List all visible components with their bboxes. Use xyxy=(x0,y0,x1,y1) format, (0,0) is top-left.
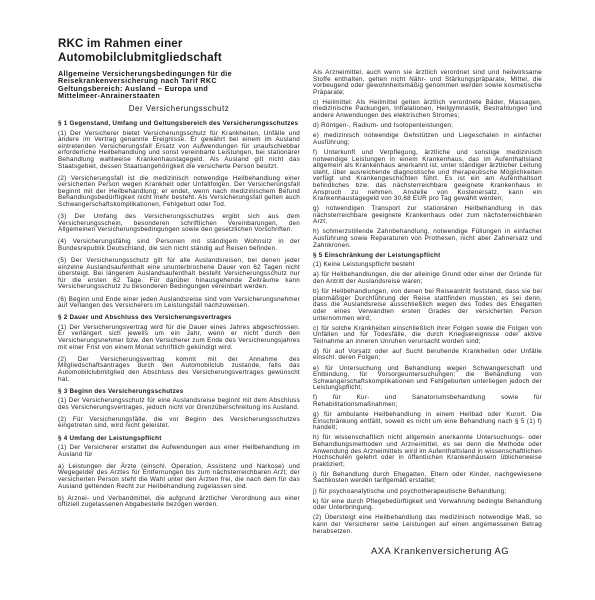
section-4-item-a: a) Leistungen der Ärzte (einschl. Operation, Assistenz und Narkose) und Wegegelder des Arztes für Entfernungen bis zum nächsterreichbaren Arzt; der versicherten Person steht die Wahl unter den Ärzten frei, die nach dem für das Ausland geltenden Recht zur Heilbehandlung zugelassen sind. xyxy=(58,462,300,490)
footer-company-name: AXA Krankenversicherung AG xyxy=(371,545,510,556)
section-4-item-h: h) schmerzstillende Zahnbehandlung, notwendige Füllungen in einfacher Ausführung sowie Reparaturen von Prothesen, nicht aber Zahnersatz und Zahnkronen. xyxy=(313,228,542,249)
section-1-clause-6: (6) Beginn und Ende einer jeden Auslandsreise sind vom Versicherungsnehmer auf Verlangen des Versicherers im Leistungsfall nachzuweisen. xyxy=(58,295,300,310)
section-5-heading: § 5 Einschränkung der Leistungspflicht xyxy=(313,251,441,259)
section-5-item-g: g) für ambulante Heilbehandlung in einem Heilbad oder Kurort. Die Einschränkung entfällt, soweit es nicht um eine Behandlung nach § 5 (1) f) handelt; xyxy=(313,411,542,432)
section-2-clause-1: (1) Der Versicherungsvertrag wird für die Dauer eines Jahres abgeschlossen. Er verlängert sich jeweils um ein Jahr, wenn er nicht durch den Versicherungsnehmer bzw. den Versicherer zum Ende des Versicherungsjahres mit einer Frist von einem Monat schriftlich gekündigt wird. xyxy=(58,323,300,351)
section-1-clause-2: (2) Versicherungsfall ist die medizinisch notwendige Heilbehandlung einer versicherten Person wegen Krankheit oder Unfallfolgen. Der Versicherungsfall beginnt mit der Heilbehandlung; er endet, wenn nach medizinischem Befund Behandlungsbedürftigkeit nicht mehr besteht. Als Versicherungsfall gelten auch Schwangerschaftskomplikationen, Fehlgeburt oder Tod. xyxy=(58,174,300,209)
section-1-clause-4: (4) Versicherungsfähig sind Personen mit ständigem Wohnsitz in der Bundesrepublik Deutschland, die sich nicht ständig auf Reisen befinden. xyxy=(58,238,300,252)
section-3-clause-2: (2) Für Versicherungsfälle, die vor Beginn des Versicherungsschutzes eingetreten sind, wird nicht geleistet. xyxy=(58,415,300,430)
intro-heading: Der Versicherungsschutz xyxy=(128,104,230,113)
section-5-item-a: a) für Heilbehandlungen, die der alleinige Grund oder einer der Gründe für den Antritt der Auslandsreise waren; xyxy=(313,271,542,286)
section-4-item-g: g) notwendigen Transport zur stationären Heilbehandlung in das nächsterreichbare geeignete Krankenhaus oder zum nächsterreichbaren Arzt; xyxy=(313,205,542,226)
subtitle-line-1: Allgemeine Versicherungsbedingungen für die xyxy=(58,69,233,78)
title-line-1: RKC im Rahmen einer xyxy=(58,38,183,50)
section-3-heading: § 3 Beginn des Versicherungsschutzes xyxy=(58,387,184,395)
section-2-heading: § 2 Dauer und Abschluss des Versicherungsvertrages xyxy=(58,314,232,322)
section-4-item-f: f) Unterkunft und Verpflegung, ärztliche und sonstige medizinisch notwendige Leistungen in einem Krankenhaus, das im Aufenthaltsland allgemein als Krankenhaus anerkannt ist, unter ständiger ärztlicher Leitung steht, über ausreichende diagnostische und therapeutische Möglichkeiten verfügt und Krankengeschichten führt. Es ist ein am Aufenthaltsort befindliches bzw. das nächsterreichbare geeignete Krankenhaus in Anspruch zu nehmen. Anstelle von Kostenersatz, kann ein Krankenhaustagegeld von 30,68 EUR pro Tag gewählt werden; xyxy=(313,148,542,203)
section-5-item-h: h) für wissenschaftlich nicht allgemein anerkannte Untersuchungs- oder Behandlungsmethoden und Arzneimittel, es sei denn die Methode oder Anwendung des Arzneimittels wird im Aufenthaltsland in wissenschaftlichen Hochschulen gelehrt oder in öffentlichen Krankenhäusern üblicherweise praktiziert; xyxy=(313,434,542,468)
section-5-item-e: e) für Untersuchung und Behandlung wegen Schwangerschaft und Entbindung, für Vorsorgeuntersuchungen; die Behandlung von Schwangerschaftskomplikationen und Fehlgeburten unterliegen jedoch der Leistungspflicht; xyxy=(313,364,542,392)
subtitle-line-2: Reisekrankenversicherung nach Tarif RKC xyxy=(58,76,217,86)
section-4-item-d: d) Röntgen-, Radium- und Isotopenleistungen; xyxy=(313,122,454,130)
section-5-item-f: f) für Kur- und Sanatoriumsbehandlung sowie für Rehabilitationsmaßnahmen; xyxy=(313,394,542,409)
section-4-item-b-continued: Als Arzneimittel, auch wenn sie ärztlich verordnet sind und heilwirksame Stoffe enthalten, gelten nicht Nähr- und Stärkungspräparate, Mittel, die vorbeugend oder gewohnheitsmäßig genommen werden sowie kosmetische Präparate; xyxy=(313,69,542,96)
section-5-item-c: c) für solche Krankheiten einschließlich ihrer Folgen sowie die Folgen von Unfällen und für Todesfälle, die durch Kriegsereignisse oder aktive Teilnahme an inneren Unruhen verursacht worden sind; xyxy=(313,324,542,345)
section-4-item-c: c) Heilmittel: Als Heilmittel gelten ärztlich verordnete Bäder, Massagen, medizinische Packungen, Inhalationen, Heilgymnastik, Bestrahlungen und andere Anwendungen des elektrischen Stromes; xyxy=(313,98,542,120)
section-4-item-e: e) medizinisch notwendige Gehstützen und Liegeschalen in einfacher Ausführung; xyxy=(313,132,542,146)
title-line-2: Automobilclubmitgliedschaft xyxy=(58,52,222,64)
document-title xyxy=(58,37,303,65)
right-column xyxy=(313,70,542,539)
document-subtitle xyxy=(58,70,303,99)
section-3-clause-1: (1) Der Versicherungsschutz für eine Auslandsreise beginnt mit dem Abschluss des Versicherungsvertrages, jedoch nicht vor Grenzüberschreitung ins Ausland. xyxy=(58,397,300,411)
subtitle-line-3: Geltungsbereich: Ausland – Europa und xyxy=(58,83,209,93)
section-5-clause-1: (1) Keine Leistungspflicht besteht xyxy=(313,261,415,269)
section-4-clause-1: (1) Der Versicherer erstattet die Aufwendungen aus einer Heilbehandlung im Ausland für xyxy=(58,444,300,458)
left-column xyxy=(58,121,300,514)
section-2-clause-2: (2) Der Versicherungsvertrag kommt mit der Annahme des Mitgliedschaftsantrages durch den Automobilclub zustande, falls das Automobilclubmitglied den Abschluss des Versicherungsvertrages gewünscht hat. xyxy=(58,355,300,383)
section-1-clause-1: (1) Der Versicherer bietet Versicherungsschutz für Krankheiten, Unfälle und andere im Vertrag genannte Ereignisse. Er gewährt bei einem im Ausland eintretenden Versicherungsfall Ersatz von Aufwendungen für unaufschiebbar erforderliche Heilbehandlung und sonst vereinbarte Leistungen, bei stationärer Behandlung wahlweise Krankenhaustagegeld. Als Ausland gilt nicht das Staatsgebiet, dessen Staatsangehörigkeit die versicherte Person besitzt. xyxy=(58,129,300,170)
section-5-clause-2: (2) Übersteigt eine Heilbehandlung das medizinisch notwendige Maß, so kann der Versicherer seine Leistungen auf einen angemessenen Betrag herabsetzen. xyxy=(313,514,542,535)
section-5-item-k: k) für eine durch Pflegebedürftigkeit und Verwahrung bedingte Behandlung oder Unterbringung. xyxy=(313,497,542,512)
section-5-item-i: i) für Behandlung durch Ehegatten, Eltern oder Kinder, nachgewiesene Sachkosten werden tarifgemäß erstattet; xyxy=(313,470,542,485)
section-5-item-d: d) für auf Vorsatz oder auf Sucht beruhende Krankheiten oder Unfälle einschl. deren Folgen; xyxy=(313,347,542,362)
section-1-clause-5: (5) Der Versicherungsschutz gilt für alle Auslandsreisen, bei denen jeder einzelne Auslandsaufenthalt eine ununterbrochene Dauer von 62 Tagen nicht übersteigt. Bei längerem Auslandsaufenthalt besteht Versicherungsschutz nur für die ersten 62 Tage. Für darüber hinausgehende Zeiträume kann Versicherungsschutz zu besonderen Bedingungen vereinbart werden. xyxy=(58,257,300,291)
subtitle-line-4: Mittelmeer-Anrainerstaaten xyxy=(58,90,161,100)
section-5-item-b: b) für Heilbehandlungen, von denen bei Reiseantritt feststand, dass sie bei planmäßiger Durchführung der Reise stattfinden mussten, es sei denn, dass die Auslandsreise ausschließlich wegen des Todes des Ehegatten oder eines Verwandten ersten Grades der versicherten Person unternommen wird; xyxy=(313,288,542,322)
section-4-heading: § 4 Umfang der Leistungspflicht xyxy=(58,434,162,442)
section-4-item-b: b) Arznei- und Verbandmittel, die aufgrund ärztlicher Verordnung aus einer offiziell zugelassenen Abgabestelle bezogen werden. xyxy=(58,494,300,509)
section-1-clause-3: (3) Der Umfang des Versicherungsschutzes ergibt sich aus dem Versicherungsschein, besonderen schriftlichen Vereinbarungen, den Allgemeinen Versicherungsbedingungen sowie den gesetzlichen Vorschriften. xyxy=(58,213,300,234)
section-1-heading: § 1 Gegenstand, Umfang und Geltungsbereich des Versicherungsschutzes xyxy=(58,120,299,127)
section-5-item-j: j) für psychoanalytische und psychotherapeutische Behandlung; xyxy=(313,487,507,495)
